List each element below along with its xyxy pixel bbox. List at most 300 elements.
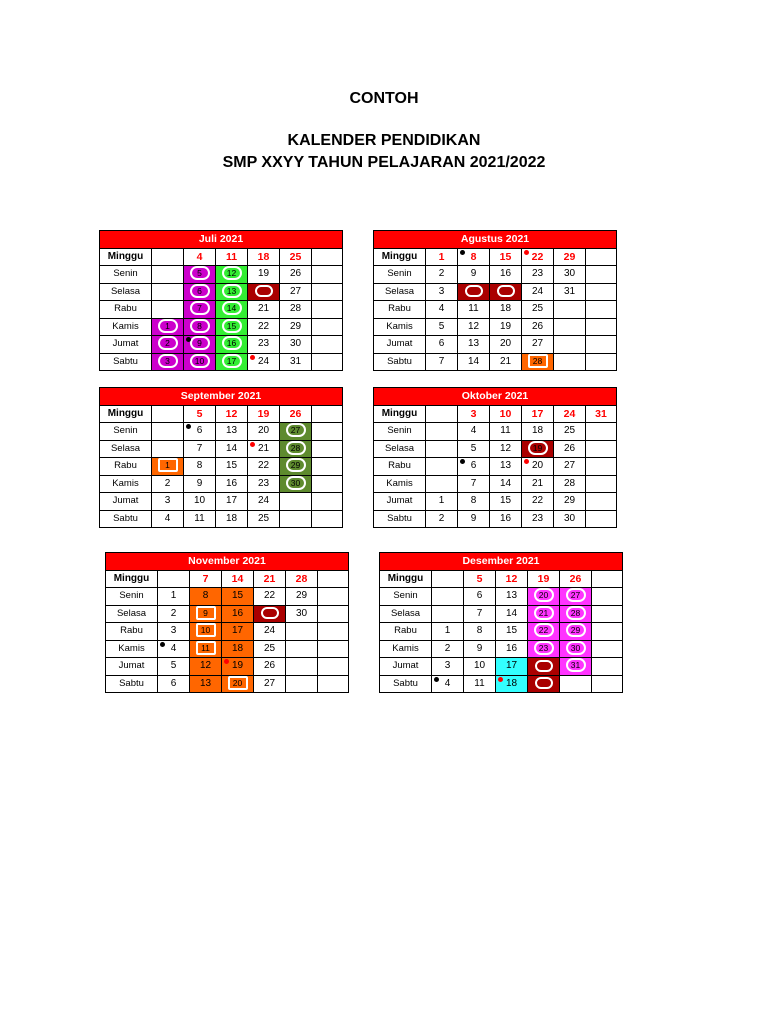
day-value: 24 — [257, 355, 270, 367]
month-title: Agustus 2021 — [374, 231, 617, 249]
day-value: 12 — [499, 442, 512, 454]
day-value: 8 — [476, 625, 483, 637]
event-dot-icon — [186, 337, 191, 342]
day-value: 18 — [531, 425, 544, 437]
day-cell — [184, 475, 216, 493]
month-title: Oktober 2021 — [374, 388, 617, 406]
day-value: 29 — [566, 623, 586, 637]
day-cell — [152, 458, 184, 476]
day-value: 26 — [563, 442, 576, 454]
day-value: 31 — [563, 285, 576, 297]
day-cell — [432, 640, 464, 658]
month-table — [379, 552, 623, 693]
day-value: 20 — [499, 338, 512, 350]
day-cell — [312, 475, 343, 493]
day-value: 11 — [468, 303, 479, 315]
day-cell — [222, 605, 254, 623]
day-cell — [248, 301, 280, 319]
week-sunday-value: 10 — [499, 407, 512, 420]
day-label: Minggu — [374, 405, 426, 423]
day-cell — [496, 675, 528, 693]
day-cell — [248, 353, 280, 371]
day-cell — [158, 675, 190, 693]
day-value: 30 — [563, 512, 576, 524]
day-cell — [522, 423, 554, 441]
week-sunday — [554, 405, 586, 423]
day-label: Sabtu — [374, 353, 426, 371]
week-sunday-value: 29 — [563, 250, 576, 263]
day-value: 29 — [563, 495, 576, 507]
day-cell — [490, 353, 522, 371]
day-cell — [280, 336, 312, 354]
day-cell — [496, 640, 528, 658]
day-cell — [432, 623, 464, 641]
day-value: 8 — [470, 495, 477, 507]
day-value: 9 — [196, 477, 203, 489]
day-value: 21 — [257, 442, 270, 454]
day-cell — [318, 623, 349, 641]
day-label: Selasa — [106, 605, 158, 623]
calendar-oktober — [373, 387, 617, 528]
week-sunday — [190, 570, 222, 588]
day-value: 5 — [438, 320, 445, 332]
day-value: 22 — [257, 460, 270, 472]
day-cell — [586, 336, 617, 354]
day-value: 23 — [531, 512, 544, 524]
week-sunday-value: 28 — [295, 572, 308, 585]
day-cell — [312, 336, 343, 354]
day-value: 4 — [170, 642, 177, 654]
day-value: 28 — [566, 606, 586, 620]
week-sunday — [522, 405, 554, 423]
day-value: 23 — [531, 268, 544, 280]
day-value: 25 — [531, 303, 544, 315]
day-cell — [190, 640, 222, 658]
day-value: 27 — [563, 460, 576, 472]
day-value: 30 — [289, 338, 302, 350]
day-value: 13 — [199, 677, 212, 689]
day-value: 17 — [505, 660, 518, 672]
day-cell — [318, 588, 349, 606]
day-value: 1 — [158, 319, 178, 333]
day-cell — [592, 623, 623, 641]
day-value: 12 — [199, 660, 212, 672]
day-value: 17 — [231, 625, 244, 637]
day-cell — [286, 640, 318, 658]
day-value: 7 — [476, 607, 483, 619]
day-cell — [592, 640, 623, 658]
day-value: 29 — [289, 320, 302, 332]
day-cell — [152, 301, 184, 319]
day-label: Minggu — [374, 248, 426, 266]
day-cell — [496, 605, 528, 623]
day-value: 29 — [286, 458, 306, 472]
day-cell — [432, 658, 464, 676]
day-value: 26 — [289, 268, 302, 280]
week-sunday — [522, 248, 554, 266]
day-cell — [586, 266, 617, 284]
day-value: 14 — [222, 301, 242, 315]
day-cell — [286, 675, 318, 693]
day-cell — [312, 510, 343, 528]
day-cell — [426, 353, 458, 371]
day-value: 2 — [438, 268, 445, 280]
day-value: 15 — [225, 460, 238, 472]
day-value: 16 — [222, 336, 242, 350]
day-value: 14 — [467, 355, 480, 367]
day-label: Jumat — [106, 658, 158, 676]
day-cell — [554, 353, 586, 371]
day-cell — [312, 301, 343, 319]
day-cell — [528, 588, 560, 606]
day-value: 15 — [231, 590, 244, 602]
day-value: 28 — [289, 303, 302, 315]
day-value: 31 — [289, 355, 302, 367]
day-cell — [216, 301, 248, 319]
week-sunday-value: 7 — [202, 572, 209, 585]
day-cell — [522, 318, 554, 336]
day-cell — [522, 353, 554, 371]
day-cell — [458, 318, 490, 336]
day-value: 24 — [531, 285, 544, 297]
day-cell — [280, 423, 312, 441]
day-cell — [216, 266, 248, 284]
week-sunday — [592, 570, 623, 588]
week-sunday — [248, 405, 280, 423]
week-sunday — [528, 570, 560, 588]
day-cell — [426, 493, 458, 511]
day-value: 6 — [476, 590, 483, 602]
day-value: 12 — [467, 320, 480, 332]
day-cell — [152, 318, 184, 336]
day-cell — [560, 588, 592, 606]
event-dot-icon — [186, 424, 191, 429]
week-sunday-value: 12 — [225, 407, 238, 420]
day-value — [465, 285, 483, 297]
day-value: 27 — [289, 285, 302, 297]
day-cell — [554, 458, 586, 476]
day-cell — [158, 588, 190, 606]
day-cell — [554, 266, 586, 284]
day-cell — [426, 423, 458, 441]
day-cell — [458, 301, 490, 319]
day-value: 19 — [528, 441, 548, 455]
week-sunday — [490, 248, 522, 266]
day-value: 1 — [438, 495, 445, 507]
week-sunday-value: 15 — [499, 250, 512, 263]
day-cell — [222, 675, 254, 693]
day-cell — [592, 605, 623, 623]
week-sunday — [560, 570, 592, 588]
day-label: Senin — [100, 266, 152, 284]
week-sunday — [458, 248, 490, 266]
day-value: 11 — [500, 425, 511, 437]
day-value: 4 — [438, 303, 445, 315]
day-cell — [184, 458, 216, 476]
day-label: Selasa — [100, 440, 152, 458]
day-cell — [458, 423, 490, 441]
day-cell — [426, 510, 458, 528]
day-value: 16 — [505, 642, 518, 654]
week-sunday — [222, 570, 254, 588]
day-cell — [318, 640, 349, 658]
day-cell — [216, 440, 248, 458]
day-value: 26 — [263, 660, 276, 672]
day-cell — [216, 510, 248, 528]
day-label: Rabu — [374, 301, 426, 319]
day-value: 1 — [158, 458, 178, 472]
day-cell — [432, 675, 464, 693]
day-cell — [426, 475, 458, 493]
day-cell — [248, 318, 280, 336]
day-value: 7 — [438, 355, 445, 367]
day-value: 13 — [222, 284, 242, 298]
week-sunday-value: 14 — [231, 572, 244, 585]
day-cell — [586, 440, 617, 458]
day-value: 9 — [196, 606, 216, 620]
day-cell — [458, 493, 490, 511]
day-cell — [522, 475, 554, 493]
day-cell — [190, 623, 222, 641]
day-value: 23 — [257, 338, 270, 350]
week-sunday — [496, 570, 528, 588]
week-sunday — [490, 405, 522, 423]
day-value: 22 — [534, 623, 554, 637]
week-sunday — [312, 248, 343, 266]
day-value: 6 — [470, 460, 477, 472]
day-cell — [158, 605, 190, 623]
day-cell — [280, 318, 312, 336]
day-value: 17 — [222, 354, 242, 368]
day-label: Sabtu — [380, 675, 432, 693]
day-cell — [312, 318, 343, 336]
day-cell — [184, 318, 216, 336]
day-value: 10 — [193, 495, 206, 507]
day-value: 18 — [499, 303, 512, 315]
month-table — [373, 387, 617, 528]
day-cell — [426, 301, 458, 319]
day-value: 8 — [196, 460, 203, 472]
day-cell — [184, 493, 216, 511]
day-cell — [522, 336, 554, 354]
day-cell — [152, 493, 184, 511]
day-cell — [152, 353, 184, 371]
day-value: 3 — [170, 625, 177, 637]
day-cell — [222, 640, 254, 658]
day-cell — [318, 605, 349, 623]
week-sunday — [426, 405, 458, 423]
day-value: 17 — [225, 495, 238, 507]
day-value: 26 — [531, 320, 544, 332]
day-cell — [184, 283, 216, 301]
month-title: November 2021 — [106, 553, 349, 571]
day-cell — [280, 301, 312, 319]
day-value: 16 — [499, 268, 512, 280]
day-cell — [586, 423, 617, 441]
day-value: 10 — [473, 660, 486, 672]
day-cell — [554, 440, 586, 458]
day-value — [261, 607, 279, 619]
week-sunday-value: 19 — [537, 572, 550, 585]
day-value: 2 — [158, 336, 178, 350]
week-sunday-value: 11 — [225, 250, 238, 263]
day-label: Rabu — [374, 458, 426, 476]
day-value: 1 — [170, 590, 177, 602]
day-value: 6 — [196, 425, 203, 437]
day-cell — [458, 458, 490, 476]
day-label: Minggu — [100, 405, 152, 423]
day-cell — [158, 658, 190, 676]
day-cell — [528, 658, 560, 676]
day-cell — [522, 301, 554, 319]
week-sunday-value: 5 — [196, 407, 203, 420]
day-cell — [426, 318, 458, 336]
day-cell — [280, 458, 312, 476]
day-cell — [560, 658, 592, 676]
day-cell — [184, 336, 216, 354]
calendar-agustus — [373, 230, 617, 371]
day-value: 24 — [263, 625, 276, 637]
day-cell — [560, 623, 592, 641]
day-cell — [490, 423, 522, 441]
day-cell — [248, 423, 280, 441]
day-label: Sabtu — [100, 510, 152, 528]
day-cell — [522, 493, 554, 511]
week-sunday-value: 18 — [257, 250, 270, 263]
day-value: 20 — [534, 588, 554, 602]
day-value: 27 — [286, 423, 306, 437]
day-label: Kamis — [100, 475, 152, 493]
day-cell — [560, 675, 592, 693]
day-cell — [280, 493, 312, 511]
day-cell — [190, 675, 222, 693]
week-sunday-value: 1 — [438, 250, 445, 263]
month-table — [99, 230, 343, 371]
day-cell — [280, 353, 312, 371]
month-title: Desember 2021 — [380, 553, 623, 571]
day-value: 29 — [295, 590, 308, 602]
day-value — [497, 285, 515, 297]
day-value — [535, 660, 553, 672]
day-cell — [586, 353, 617, 371]
week-sunday — [280, 405, 312, 423]
day-cell — [426, 266, 458, 284]
week-sunday — [318, 570, 349, 588]
day-cell — [184, 266, 216, 284]
day-cell — [152, 336, 184, 354]
day-label: Jumat — [100, 336, 152, 354]
day-value: 21 — [531, 477, 544, 489]
day-cell — [318, 675, 349, 693]
event-dot-icon — [250, 442, 255, 447]
day-value: 27 — [263, 677, 276, 689]
day-cell — [528, 640, 560, 658]
day-cell — [490, 493, 522, 511]
week-sunday-value: 26 — [569, 572, 582, 585]
day-value: 21 — [499, 355, 512, 367]
week-sunday — [464, 570, 496, 588]
day-value: 14 — [225, 442, 238, 454]
day-label: Minggu — [380, 570, 432, 588]
day-value: 18 — [505, 677, 518, 689]
day-value: 5 — [470, 442, 477, 454]
day-cell — [586, 283, 617, 301]
day-label: Minggu — [106, 570, 158, 588]
day-value: 16 — [225, 477, 238, 489]
day-cell — [254, 588, 286, 606]
week-sunday — [312, 405, 343, 423]
calendar-juli — [99, 230, 343, 371]
day-value: 30 — [295, 607, 308, 619]
day-value: 2 — [444, 642, 451, 654]
day-value: 4 — [470, 425, 477, 437]
day-cell — [184, 353, 216, 371]
month-table — [99, 387, 343, 528]
day-label: Minggu — [100, 248, 152, 266]
day-value: 20 — [228, 676, 248, 690]
day-cell — [458, 353, 490, 371]
day-cell — [190, 605, 222, 623]
week-sunday — [216, 405, 248, 423]
week-sunday — [458, 405, 490, 423]
day-cell — [254, 658, 286, 676]
day-label: Sabtu — [106, 675, 158, 693]
day-value: 22 — [263, 590, 276, 602]
day-value: 11 — [196, 641, 216, 655]
day-cell — [152, 423, 184, 441]
day-cell — [248, 440, 280, 458]
day-cell — [592, 658, 623, 676]
day-cell — [286, 658, 318, 676]
day-cell — [216, 458, 248, 476]
day-value: 25 — [257, 512, 270, 524]
day-value: 3 — [438, 285, 445, 297]
day-cell — [426, 336, 458, 354]
event-dot-icon — [224, 659, 229, 664]
day-cell — [464, 605, 496, 623]
day-cell — [280, 510, 312, 528]
day-cell — [286, 605, 318, 623]
calendar-november — [105, 552, 349, 693]
day-cell — [458, 475, 490, 493]
day-cell — [426, 283, 458, 301]
day-cell — [458, 283, 490, 301]
day-cell — [458, 336, 490, 354]
doc-subtitle: SMP XXYY TAHUN PELAJARAN 2021/2022 — [222, 154, 546, 171]
day-label: Senin — [106, 588, 158, 606]
day-cell — [464, 640, 496, 658]
day-cell — [254, 675, 286, 693]
day-label: Kamis — [100, 318, 152, 336]
day-cell — [318, 658, 349, 676]
day-value: 13 — [499, 460, 512, 472]
day-cell — [216, 493, 248, 511]
day-cell — [312, 440, 343, 458]
day-value: 9 — [190, 336, 210, 350]
week-sunday — [426, 248, 458, 266]
day-label: Selasa — [374, 440, 426, 458]
day-cell — [458, 440, 490, 458]
day-cell — [496, 623, 528, 641]
day-value: 10 — [190, 354, 210, 368]
day-cell — [528, 675, 560, 693]
day-value: 8 — [190, 319, 210, 333]
day-value: 11 — [194, 512, 205, 524]
day-cell — [522, 440, 554, 458]
day-cell — [432, 588, 464, 606]
day-cell — [216, 475, 248, 493]
day-value: 7 — [190, 301, 210, 315]
